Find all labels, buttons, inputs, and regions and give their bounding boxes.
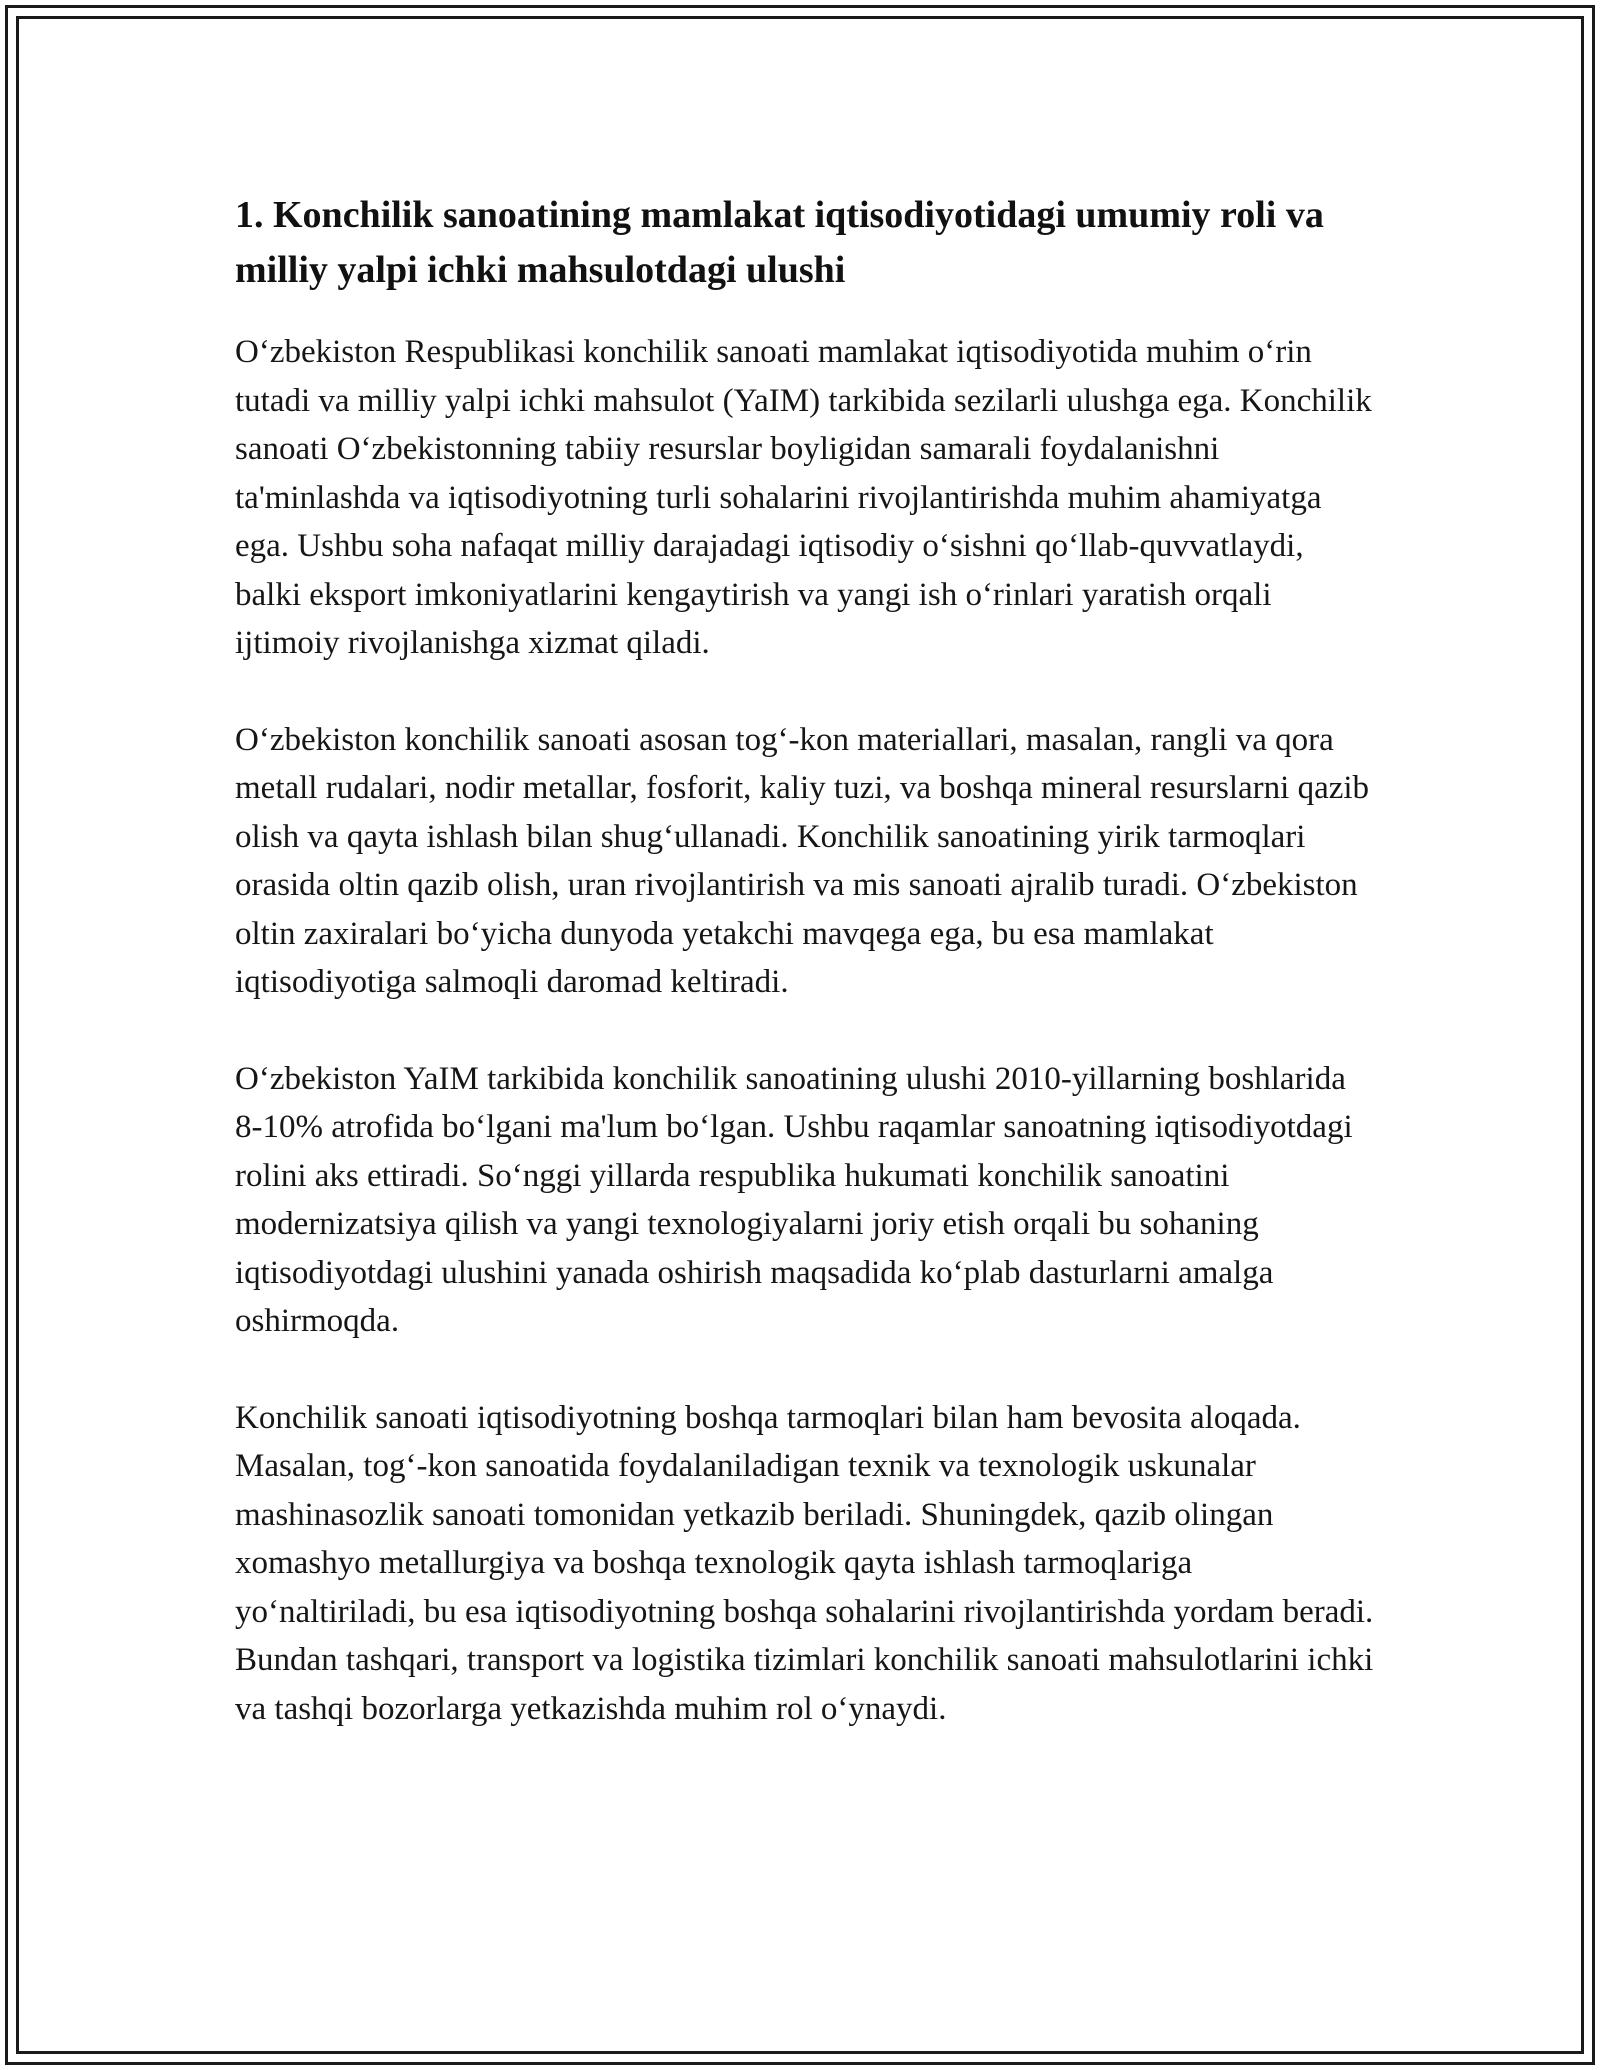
- section-title: 1. Konchilik sanoatining mamlakat iqtisodiyotidagi umumiy roli va milliy yalpi ichki mahsulotdagi ulushi: [235, 194, 1324, 291]
- paragraph-1: O‘zbekiston Respublikasi konchilik sanoati mamlakat iqtisodiyotida muhim o‘rin tutadi va milliy yalpi ichki mahsulot (YaIM) tarkibida sezilarli ulushga ega. Konchilik sanoati O‘zbekistonning tabiiy resurslar boyligidan samarali foydalanishni ta'minlashda va iqtisodiyotning turli sohalarini rivojlantirishda muhim ahamiyatga ega. Ushbu soha nafaqat milliy darajadagi iqtisodiy o‘sishni qo‘llab-quvvatlaydi, balki eksport imkoniyatlarini kengaytirish va yangi ish o‘rinlari yaratish orqali ijtimoiy rivojlanishga xizmat qiladi.: [235, 334, 1372, 661]
- document-body: [235, 188, 1375, 1781]
- paragraph-3: O‘zbekiston YaIM tarkibida konchilik sanoatining ulushi 2010-yillarning boshlarida 8-10% atrofida bo‘lgani ma'lum bo‘lgan. Ushbu raqamlar sanoatning iqtisodiyotdagi rolini aks ettiradi. So‘nggi yillarda respublika hukumati konchilik sanoatini modernizatsiya qilish va yangi texnologiyalarni joriy etish orqali bu sohaning iqtisodiyotdagi ulushini yanada oshirish maqsadida ko‘plab dasturlarni amalga oshirmoqda.: [235, 1060, 1353, 1339]
- paragraph-2: O‘zbekiston konchilik sanoati asosan tog‘-kon materiallari, masalan, rangli va qora metall rudalari, nodir metallar, fosforit, kaliy tuzi, va boshqa mineral resurslarni qazib olish va qayta ishlash bilan shug‘ullanadi. Konchilik sanoatining yirik tarmoqlari orasida oltin qazib olish, uran rivojlantirish va mis sanoati ajralib turadi. O‘zbekiston oltin zaxiralari bo‘yicha dunyoda yetakchi mavqega ega, bu esa mamlakat iqtisodiyotiga salmoqli daromad keltiradi.: [235, 721, 1370, 1000]
- paragraph-4: Konchilik sanoati iqtisodiyotning boshqa tarmoqlari bilan ham bevosita aloqada. Masalan, tog‘-kon sanoatida foydalaniladigan texnik va texnologik uskunalar mashinasozlik sanoati tomonidan yetkazib beriladi. Shuningdek, qazib olingan xomashyo metallurgiya va boshqa texnologik qayta ishlash tarmoqlariga yo‘naltiriladi, bu esa iqtisodiyotning boshqa sohalarini rivojlantirishda yordam beradi. Bundan tashqari, transport va logistika tizimlari konchilik sanoati mahsulotlarini ichki va tashqi bozorlarga yetkazishda muhim rol o‘ynaydi.: [235, 1399, 1374, 1727]
